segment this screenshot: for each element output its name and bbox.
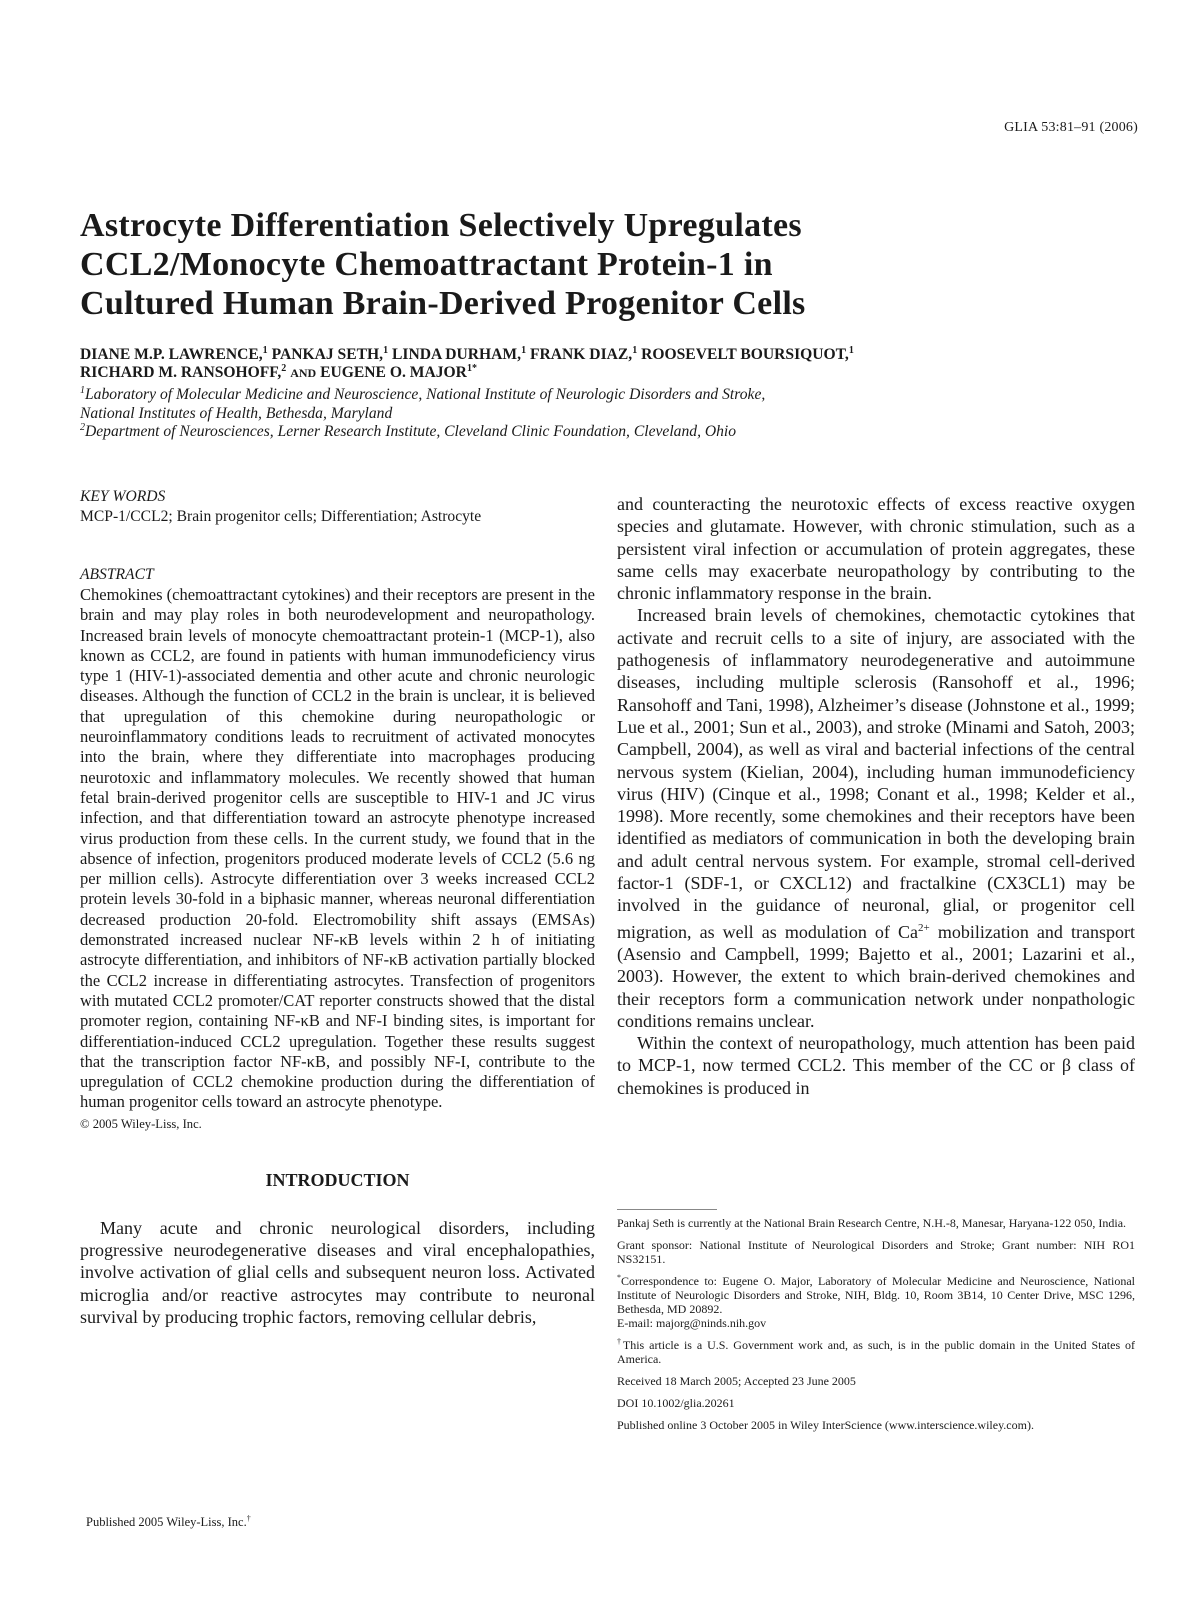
- title-line: Astrocyte Differentiation Selectively Upregulates: [80, 207, 802, 244]
- author-affiliation-mark: 2: [281, 362, 287, 374]
- affiliation-1-cont: [80, 405, 1140, 424]
- footnote-email: E-mail: majorg@ninds.nih.gov: [617, 1316, 767, 1330]
- introduction-paragraph: Many acute and chronic neurological disorders, including progressive neurodegenerative diseases and viral encephalopathies, involve activation of glial cells and subsequent neuron loss. Activated microglia and/or reactive astrocytes may contribute to neuronal survival by producing trophic factors, removing cellular debris,: [80, 1217, 595, 1327]
- author-name: LINDA DURHAM,: [391, 346, 522, 363]
- abstract-text: Chemokines (chemoattractant cytokines) and their receptors are present in the brain and may play roles in both neurodevelopment and neuropathology. Increased brain levels of monocyte chemoattractant protein-1 (MCP-1), also known as CCL2, are found in patients with human immunodeficiency virus type 1 (HIV-1)-associated dementia and other acute and chronic neurologic diseases. Although the function of CCL2 in the brain is unclear, it is believed that upregulation of this chemokine during neuropathologic or neuroinflammatory conditions leads to recruitment of activated monocytes into the brain, where they differentiate into macrophages producing neurotoxic and inflammatory molecules. We recently showed that human fetal brain-derived progenitor cells are susceptible to HIV-1 and JC virus infection, and that differentiation toward an astrocyte phenotype increased virus production from these cells. In the current study, we found that in the absence of infection, progenitors produced moderate levels of CCL2 (5.6 ng per million cells). Astrocyte differentiation over 3 weeks increased CCL2 protein levels 30-fold in a biphasic manner, whereas neuronal differentiation decreased production 20-fold. Electromobility shift assays (EMSAs) demonstrated increased nuclear NF-κB levels within 2 h of initiating astrocyte differentiation, and inhibitors of NF-κB activation partially blocked the CCL2 increase in differentiating astrocytes. Transfection of progenitors with mutated CCL2 promoter/CAT reporter constructs showed that the distal promoter region, containing NF-κB and NF-I binding sites, is important for differentiation-induced CCL2 upregulation. Together these results suggest that the transcription factor NF-κB, and possibly NF-I, contribute to the upregulation of CCL2 chemokine production during the differentiation of human progenitor cells toward an astrocyte phenotype.: [80, 585, 595, 1112]
- author-name: FRANK DIAZ,: [529, 346, 633, 363]
- abstract-heading: ABSTRACT: [80, 566, 154, 583]
- affiliation-text: Laboratory of Molecular Medicine and Neuroscience, National Institute of Neurologic Disorders and Stroke,: [85, 386, 766, 403]
- keywords-text: MCP-1/CCL2; Brain progenitor cells; Differentiation; Astrocyte: [80, 508, 482, 525]
- footnote-mark: †: [617, 1337, 623, 1346]
- affiliation-text: Department of Neurosciences, Lerner Research Institute, Cleveland Clinic Foundation, Cleveland, Ohio: [85, 423, 737, 440]
- author-list: [80, 346, 1140, 382]
- footnote-mark: *: [617, 1273, 621, 1282]
- footnote-divider: [617, 1209, 717, 1210]
- footnote: Received 18 March 2005; Accepted 23 June 2005: [617, 1374, 856, 1388]
- affiliation-1: [80, 386, 1140, 405]
- superscript: 2+: [918, 921, 930, 934]
- body-paragraph: Within the context of neuropathology, much attention has been paid to MCP-1, now termed CCL2. This member of the CC or β class of chemokines is produced in: [617, 1033, 1135, 1098]
- copyright-notice: © 2005 Wiley-Liss, Inc.: [80, 1116, 202, 1131]
- author-name: DIANE M.P. LAWRENCE,: [80, 346, 263, 363]
- affiliation-mark: 1: [80, 384, 85, 396]
- author-name: PANKAJ SETH,: [271, 346, 384, 363]
- left-column: [80, 487, 595, 1328]
- body-text: Increased brain levels of chemokines, chemotactic cytokines that activate and recruit cells to a site of injury, are associated with the pathogenesis of inflammatory neurodegenerative and autoimmune diseases, including multiple sclerosis (Ransohoff et al., 1996; Ransohoff and Tani, 1998), Alzheimer’s disease (Johnstone et al., 1999; Lue et al., 2001; Sun et al., 2003), and stroke (Minami and Satoh, 2003; Campbell, 2004), as well as viral and bacterial infections of the central nervous system (Kielian, 2004), including human immunodeficiency virus (HIV) (Cinque et al., 1998; Conant et al., 1998; Kelder et al., 1998). More recently, some chemokines and their receptors have been identified as mediators of communication in both the developing brain and adult central nervous system. For example, stromal cell-derived factor-1 (SDF-1, or CXCL12) and fractalkine (CX3CL1) may be involved in the guidance of neuronal, glial, or progenitor cell migration, as well as modulation of Ca: [617, 605, 1135, 942]
- right-column: [617, 493, 1135, 1099]
- footer-mark: †: [246, 1514, 251, 1523]
- author-line: [80, 346, 1140, 364]
- article-title: [80, 206, 1140, 323]
- author-affiliation-mark: 1: [848, 344, 854, 356]
- author-line: [80, 364, 1140, 382]
- author-affiliation-mark: 1*: [466, 362, 477, 374]
- footnotes: [617, 1216, 1135, 1440]
- introduction-heading: INTRODUCTION: [265, 1169, 410, 1190]
- affiliation-2: [80, 423, 1140, 442]
- footnote-text: Correspondence to: Eugene O. Major, Laboratory of Molecular Medicine and Neuroscience, National Institute of Neurologic Disorders and Stroke, NIH, Bldg. 10, Room 3B14, 10 Center Drive, MSC 1296, Bethesda, MD 20892.: [617, 1274, 1135, 1316]
- body-text: mobilization and transport (Asensio and Campbell, 1999; Bajetto et al., 2001; Lazarini et al., 2003). However, the extent to which brain-derived chemokines and their receptors form a communication network under nonpathologic conditions remains unclear.: [617, 921, 1135, 1031]
- publisher-footer: [86, 1514, 251, 1530]
- author-name: ROOSEVELT BOURSIQUOT,: [641, 346, 849, 363]
- affiliation-text: National Institutes of Health, Bethesda, Maryland: [80, 404, 393, 422]
- footnote: Grant sponsor: National Institute of Neurological Disorders and Stroke; Grant number: NIH RO1 NS32151.: [617, 1238, 1135, 1266]
- affiliation-mark: 2: [80, 421, 85, 433]
- journal-reference: GLIA 53:81–91 (2006): [1004, 120, 1138, 135]
- author-affiliation-mark: 1: [383, 344, 389, 356]
- author-conjunction: AND: [290, 366, 317, 380]
- author-name: EUGENE O. MAJOR: [320, 364, 467, 381]
- keywords-heading: KEY WORDS: [80, 488, 166, 505]
- body-paragraph: [617, 604, 1135, 1032]
- title-line: Cultured Human Brain-Derived Progenitor Cells: [80, 285, 806, 322]
- footnote: [617, 1274, 1135, 1330]
- footnote-text: This article is a U.S. Government work and, as such, is in the public domain in the United States of America.: [617, 1338, 1135, 1366]
- footnote: [617, 1338, 1135, 1366]
- author-name: RICHARD M. RANSOHOFF,: [80, 364, 282, 381]
- author-affiliation-mark: 1: [632, 344, 638, 356]
- title-line: CCL2/Monocyte Chemoattractant Protein-1 in: [80, 246, 773, 283]
- author-affiliation-mark: 1: [521, 344, 527, 356]
- publisher-text: Published 2005 Wiley-Liss, Inc.: [86, 1515, 247, 1530]
- author-affiliation-mark: 1: [262, 344, 268, 356]
- affiliations: [80, 386, 1140, 442]
- body-paragraph: and counteracting the neurotoxic effects of excess reactive oxygen species and glutamate. However, with chronic stimulation, such as a persistent viral infection or accumulation of protein aggregates, these same cells may exacerbate neuropathology by contributing to the chronic inflammatory response in the brain.: [617, 494, 1135, 604]
- footnote: Published online 3 October 2005 in Wiley InterScience (www.interscience.wiley.com).: [617, 1418, 1034, 1432]
- footnote: DOI 10.1002/glia.20261: [617, 1396, 735, 1410]
- footnote: Pankaj Seth is currently at the National Brain Research Centre, N.H.-8, Manesar, Haryana-122 050, India.: [617, 1216, 1127, 1230]
